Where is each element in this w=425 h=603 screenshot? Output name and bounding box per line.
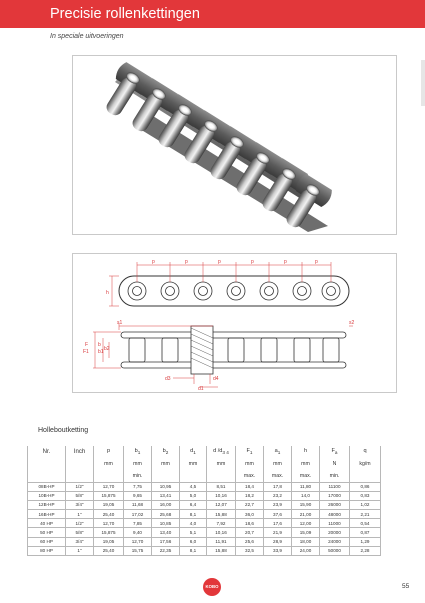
s2-label: s2 [349, 320, 355, 326]
table-cell: 17000 [320, 491, 350, 500]
table-body [28, 482, 381, 556]
unit-cell: max. [236, 470, 264, 482]
table-cell: 5,1 [180, 528, 207, 537]
table-limits-row [28, 470, 381, 482]
table-cell: 18,00 [292, 537, 320, 546]
height-label: h [106, 290, 109, 296]
table-cell: 48000 [320, 510, 350, 519]
table-cell: 20,7 [236, 528, 264, 537]
product-photo-frame [72, 55, 397, 235]
table-cell: 3/4" [66, 500, 94, 509]
table-cell: 2,21 [350, 510, 381, 519]
table-cell: 22,35 [152, 546, 180, 555]
table-cell: 25,40 [94, 510, 124, 519]
unit-cell: min. [320, 470, 350, 482]
f1-label: F1 [83, 349, 89, 355]
table-cell: 7,92 [207, 519, 236, 528]
table-cell: 60 HP [28, 537, 66, 546]
unit-cell: max. [292, 470, 320, 482]
unit-cell [152, 470, 180, 482]
unit-cell [180, 470, 207, 482]
table-cell: 3/4" [66, 537, 94, 546]
table-cell: 5/8" [66, 528, 94, 537]
table-cell: 4,0 [180, 519, 207, 528]
unit-cell: mm [124, 458, 152, 470]
table-row [28, 519, 381, 528]
table-cell: 1,02 [350, 500, 381, 509]
pitch-label: p [251, 259, 254, 265]
header-cell: $d_1$ [180, 446, 207, 458]
table-cell: 15,09 [292, 528, 320, 537]
table-cell: 10B-HP [28, 491, 66, 500]
unit-cell: kg/m [350, 458, 381, 470]
unit-cell: mm [236, 458, 264, 470]
page-number: 55 [402, 583, 410, 590]
table-cell: 13,41 [152, 491, 180, 500]
table-cell: 13,40 [152, 528, 180, 537]
table-cell: 21,00 [292, 510, 320, 519]
table-cell: 36,0 [236, 510, 264, 519]
table-cell: 23,2 [264, 491, 292, 500]
page-header [0, 0, 425, 28]
table-cell: 28,9 [264, 537, 292, 546]
d1-label: d1 [198, 386, 204, 392]
header-cell [66, 458, 94, 470]
table-cell: 18,4 [236, 482, 264, 491]
header-cell [28, 470, 66, 482]
table-cell: 8,51 [207, 482, 236, 491]
header-cell: $F_1$ [236, 446, 264, 458]
table-cell: 11000 [320, 519, 350, 528]
table-cell: 11,80 [292, 482, 320, 491]
logo-text: KOBO [205, 584, 219, 589]
header-cell: q [350, 446, 381, 458]
s1-label: s1 [117, 320, 123, 326]
table-cell: 15,75 [124, 546, 152, 555]
table-cell: 24000 [320, 537, 350, 546]
d3-label: d3 [165, 376, 171, 382]
table-cell: 17,56 [152, 537, 180, 546]
table-cell: 37,6 [264, 510, 292, 519]
header-cell: Inch [66, 446, 94, 458]
table-cell: 14,0 [292, 491, 320, 500]
table-cell: 7,85 [124, 519, 152, 528]
table-cell: 1" [66, 510, 94, 519]
table-row [28, 510, 381, 519]
table-row [28, 500, 381, 509]
table-cell: 7,75 [124, 482, 152, 491]
chain-technical-drawing [73, 254, 396, 392]
table-cell: 1,29 [350, 537, 381, 546]
table-row [28, 528, 381, 537]
table-cell: 12,00 [292, 519, 320, 528]
table-cell: 24,00 [292, 546, 320, 555]
table-cell: 17,8 [264, 482, 292, 491]
table-cell: 08B-HP [28, 482, 66, 491]
table-cell: 11,91 [207, 537, 236, 546]
b-label: b [98, 342, 101, 348]
table-cell: 8,1 [180, 510, 207, 519]
table-cell: 16B-HP [28, 510, 66, 519]
unit-cell [350, 470, 381, 482]
table-cell: 0,83 [350, 491, 381, 500]
table-cell: 50 HP [28, 528, 66, 537]
table-cell: 17,02 [124, 510, 152, 519]
header-cell: $b_1$ [124, 446, 152, 458]
technical-drawing-frame [72, 253, 397, 393]
table-cell: 6,4 [180, 500, 207, 509]
unit-cell: mm [292, 458, 320, 470]
table-row [28, 482, 381, 491]
table-cell: 32,5 [236, 546, 264, 555]
table-cell: 21,9 [264, 528, 292, 537]
table-cell: 0,87 [350, 528, 381, 537]
table-cell: 17,6 [264, 519, 292, 528]
b2-label: b2 [104, 346, 110, 352]
table-cell: 0,86 [350, 482, 381, 491]
table-cell: 19,05 [94, 500, 124, 509]
table-units-row [28, 458, 381, 470]
roller-chain-photo [73, 56, 396, 234]
table-cell: 10,16 [207, 491, 236, 500]
section-title: Holleboutketting [38, 427, 89, 434]
header-cell: $a_1$ [264, 446, 292, 458]
header-cell: p [94, 446, 124, 458]
header-cell: Nr. [28, 446, 66, 458]
table-cell: 12B-HP [28, 500, 66, 509]
table-cell: 40 HP [28, 519, 66, 528]
table-cell: 9,40 [124, 528, 152, 537]
table-cell: 12,70 [124, 537, 152, 546]
table-cell: 10,95 [152, 482, 180, 491]
table-row [28, 491, 381, 500]
table-cell: 15,90 [292, 500, 320, 509]
kobo-logo [203, 578, 221, 596]
table-cell: 5,0 [180, 491, 207, 500]
unit-cell: max. [264, 470, 292, 482]
unit-cell: min. [124, 470, 152, 482]
table-cell: 19,05 [94, 537, 124, 546]
table-cell: 8,1 [180, 546, 207, 555]
side-tab-marker [421, 60, 425, 106]
unit-cell: N [320, 458, 350, 470]
unit-cell: mm [94, 458, 124, 470]
table-cell: 25,40 [94, 546, 124, 555]
table-cell: 11100 [320, 482, 350, 491]
table-cell: 15,88 [207, 510, 236, 519]
table-cell: 16,00 [152, 500, 180, 509]
table-cell: 10,16 [207, 528, 236, 537]
header-cell: $F_a$ [320, 446, 350, 458]
f-label: F [85, 342, 89, 348]
table-cell: 15,875 [94, 528, 124, 537]
table-cell: 6,0 [180, 537, 207, 546]
table-cell: 4,5 [180, 482, 207, 491]
unit-cell: mm [207, 458, 236, 470]
table-cell: 12,70 [94, 519, 124, 528]
table-row [28, 546, 381, 555]
table-cell: 2,28 [350, 546, 381, 555]
header-cell: d $/d_{3 4}$ [207, 446, 236, 458]
table-cell: 33,9 [264, 546, 292, 555]
d4-label: d4 [213, 376, 219, 382]
header-cell [66, 470, 94, 482]
table-cell: 23,9 [264, 500, 292, 509]
table-row [28, 537, 381, 546]
table-cell: 0,54 [350, 519, 381, 528]
unit-cell [94, 470, 124, 482]
table-cell: 12,70 [94, 482, 124, 491]
table-cell: 15,875 [94, 491, 124, 500]
unit-cell [207, 470, 236, 482]
pitch-label: p [185, 259, 188, 265]
table-cell: 11,68 [124, 500, 152, 509]
table-cell: 1/2" [66, 482, 94, 491]
header-cell [28, 458, 66, 470]
header-cell: h [292, 446, 320, 458]
table-cell: 18,6 [236, 519, 264, 528]
table-cell: 5/8" [66, 491, 94, 500]
pitch-label: p [152, 259, 155, 265]
table-cell: 15,88 [207, 546, 236, 555]
table-cell: 50000 [320, 546, 350, 555]
pitch-label: p [315, 259, 318, 265]
unit-cell: mm [264, 458, 292, 470]
specification-table [27, 446, 381, 556]
page-title: Precisie rollenkettingen [50, 6, 200, 22]
b1-label: b1 [98, 349, 104, 355]
table-cell: 26000 [320, 500, 350, 509]
table-cell: 10,85 [152, 519, 180, 528]
table-cell: 9,65 [124, 491, 152, 500]
table-cell: 1" [66, 546, 94, 555]
table-header-row [28, 446, 381, 458]
page-subtitle: In speciale uitvoeringen [50, 33, 124, 40]
unit-cell: mm [152, 458, 180, 470]
table-cell: 1/2" [66, 519, 94, 528]
table-cell: 18,2 [236, 491, 264, 500]
table-cell: 20000 [320, 528, 350, 537]
header-cell: $b_2$ [152, 446, 180, 458]
table-cell: 25,6 [236, 537, 264, 546]
pitch-label: p [218, 259, 221, 265]
table-cell: 12,07 [207, 500, 236, 509]
pitch-label: p [284, 259, 287, 265]
unit-cell: mm [180, 458, 207, 470]
table-cell: 80 HP [28, 546, 66, 555]
table-cell: 25,68 [152, 510, 180, 519]
table-cell: 22,7 [236, 500, 264, 509]
